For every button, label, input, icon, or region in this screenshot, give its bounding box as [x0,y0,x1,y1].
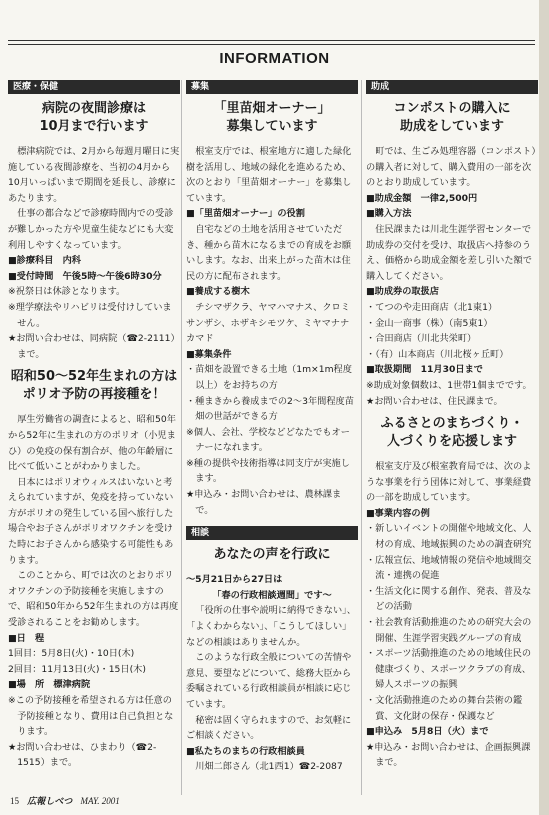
article-title: コンポストの購入に 助成をしています [393,101,511,134]
paragraph: 根室支庁及び根室教育局では、次のような事業を行う団体に対して、事業経費の一部を助成しています。 [366,461,532,504]
list-item: ■私たちのまちの行政相談員 [186,745,305,757]
article-title: あなたの声を行政に [213,547,331,563]
section-title: INFORMATION [219,50,330,67]
list-item: ・生活文化に関する創作、発表、普及などの活動 [366,585,532,613]
category-label: 相談 [186,526,358,540]
list-item: ・合田商店（川北共栄町） [366,333,477,345]
list-item: ★お問い合わせは、同病院（☎2-2111）まで。 [8,333,180,360]
list-item: ・社会教育活動推進のための研究大会の開催、生涯学習実践グループの育成 [366,617,532,644]
list-item: ■「里苗畑オーナー」の役割 [186,208,305,220]
list-item: ・文化活動推進のための舞台芸術の鑑賞、文化財の保存・保護など [366,695,523,722]
list-item: 2回目：11月13日(火)・15日(木) [8,663,146,675]
header-rule-2 [8,44,535,45]
article-title: ふるさとのまちづくり・ 人づくりを応援します [380,416,524,450]
list-item: ～5月21日から27日は [186,574,283,586]
list-item: ★お問い合わせは、ひまわり（☎2-1515）まで。 [8,741,157,769]
list-item: ■助成券の取扱店 [366,286,439,298]
paragraph: 仕事の都合などで診療時間内での受診が難しかった方や児童生徒などにも大変利用しやすくなっています。 [8,208,174,251]
list-item: ■購入方法 [366,208,412,220]
list-item: ※この予防接種を希望される方は任意の予防接種となり、費用は自己負担となります。 [8,695,174,738]
list-item: ※種の提供や技術指導は同支庁が実施します。 [186,457,350,485]
list-item: ■募集条件 [186,348,232,360]
list-item: ・種まきから養成までの2～3年間程度苗畑の世話ができる方 [186,395,354,423]
paragraph: このことから、町では次のとおりポリオワクチンの予防接種を実施しますので、昭和50年から52年生まれの方は再度受診されることをお勧めします。 [8,570,179,629]
article-title: 病院の夜間診療は 10月まで行います [39,101,149,134]
column-divider [361,80,362,795]
publication-name: 広報しべつ [27,796,73,806]
list-item: ★申込み・お問い合わせは、企画振興課まで。 [366,741,531,769]
list-item: ・（有）山本商店（川北桜ヶ丘町） [366,348,509,360]
list-item: ■申込み 5月8日（火）まで [366,726,489,738]
list-item: ■場 所 標津病院 [8,679,91,691]
list-item: 1回目：5月8日(火)・10日(木) [8,648,135,660]
list-item: ※個人、会社、学校などどなたでもオーナーになれます。 [186,426,350,454]
list-item: ■診療科目 内科 [8,255,81,267]
list-item: ■助成金額 一律2,500円 [366,192,478,204]
paragraph: このような行政全般についての苦情や意見、要望などについて、総務大臣から委嘱されている行政相談員が相談に応じています。 [186,652,352,710]
header-rule [8,40,535,41]
page-number: 15 [10,796,19,806]
list-item: ・スポーツ活動推進のための地域住民の健康づくり、スポーツクラブの育成、婦人スポーツの振興 [366,648,532,691]
list-item: ■受付時間 午後5時～午後6時30分 [8,270,162,282]
list-item: ・苗畑を設置できる土地（1m×1m程度以上）をお持ちの方 [186,364,352,391]
list-item: ・広報宣伝、地域情報の発信や地域間交流・連携の促進 [366,554,532,582]
paragraph: 厚生労働省の調査によると、昭和50年から52年に生まれの方のポリオ（小児まひ）の免疫の保有割合が、他の年齢層に比べて低いことがわかりました。 [8,414,176,473]
list-item: ■養成する樹木 [186,286,250,298]
list-item: ★お問い合わせは、住民課まで。 [366,395,503,407]
column-medical [8,80,180,771]
column-subsidy [366,80,538,771]
category-label: 助成 [366,80,538,94]
paragraph: 日本にはポリオウィルスはいないと考えられていますが、免疫を持っていない方がポリオの発生している国へ旅行した場合やお子さんがポリオワクチンを受けた時にお子さんから感染する可能性もあります。 [8,476,174,566]
article-title: 昭和50～52年生まれの方は ポリオ予防の再接種を！ [10,369,178,403]
list-item: ★申込み・お問い合わせは、農林課まで。 [186,489,342,516]
list-item: ※助成対象個数は、1世帯1個までです。 [366,379,532,391]
list-item: 「春の行政相談週間」です～ [212,589,332,601]
page-footer [10,794,126,807]
category-label: 募集 [186,80,358,94]
paragraph: 根室支庁では、根室地方に適した緑化樹を活用し、地域の緑化を進めるため、次のとおり「里苗畑オーナー」を募集しています。 [186,146,352,204]
list-item: ■事業内容の例 [366,507,430,519]
category-label: 医療・保健 [8,80,180,94]
column-divider [181,80,182,795]
issue-date: MAY. 2001 [80,796,120,806]
paragraph: 「役所の仕事や説明に納得できない」、「よくわからない」、「こうしてほしい」などの相談はありませんか。 [186,605,356,648]
list-item: ※理学療法やリハビリは受付けしていません。 [8,301,172,329]
paragraph: 川畑二郎さん（北1西1）☎2-2087 [195,761,343,773]
column-recruit [186,80,358,775]
list-item: ・てつのや走田商店（北1東1） [366,301,498,313]
list-item: ■取扱期間 11月30日まで [366,364,483,376]
page-edge [539,0,549,815]
paragraph: 自宅などの土地を活用させていただき、種から苗木になるまでの育成をお願いします。なお、出来上がった苗木は住民の方に配布されます。 [186,223,352,282]
article-title: 「里苗畑オーナー」 募集しています [213,101,331,134]
paragraph: 町では、生ごみ処理容器（コンポスト）の購入者に対して、購入費用の一部を次のとおり助成しています。 [366,146,536,189]
list-item: ※祝祭日は休診となります。 [8,286,126,298]
paragraph: 標津病院では、2月から毎週月曜日に実施している夜間診療を、当初の4月から10月いっぱいまで期間を延長し、診療にあたります。 [8,146,180,204]
list-item: ・新しいイベントの開催や地域文化、人材の育成、地域振興のための調査研究 [366,523,532,551]
paragraph: チシマザクラ、ヤマハマナス、クロミサンザシ、ホザキシモツケ、ミヤマナナカマド [186,301,350,345]
paragraph: 住民課または川北生涯学習センターで助成券の交付を受け、取扱店へ持参のうえ、価格から助成金額を差し引いた額で購入してください。 [366,223,532,282]
paragraph: 秘密は固く守られますので、お気軽にご相談ください。 [186,714,352,742]
list-item: ・金山一商事（株）（南5東1） [366,317,493,329]
list-item: ■日 程 [8,632,45,644]
